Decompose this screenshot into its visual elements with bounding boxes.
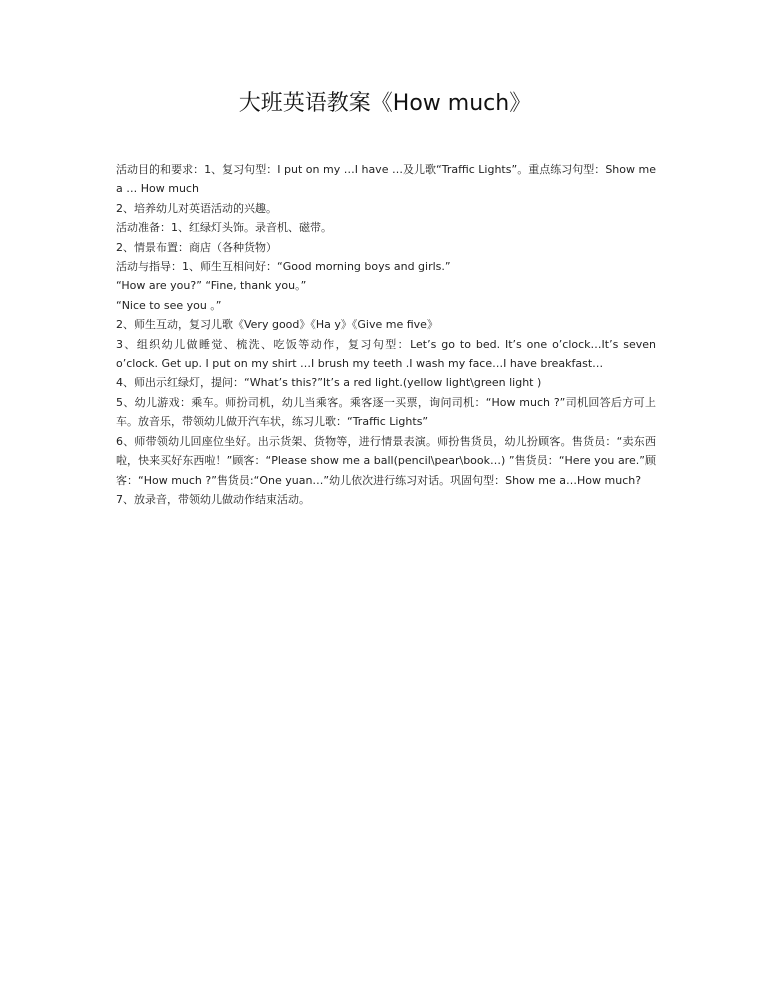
paragraph-activity-4: 4、师出示红绿灯，提问：“What’s this?”It’s a red light.(yellow light\green light ) (116, 376, 542, 390)
paragraph-activity-6: 6、师带领幼儿回座位坐好。出示货架、货物等，进行情景表演。师扮售货员，幼儿扮顾客。售货员：“卖东西啦，快来买好东西啦！”顾客：“Please show me a ball(pencil\pear\book…) ”售货员：“Here you are.”顾客：“How much ?”售货员:“One yuan…”幼儿依次进行练习对话。巩固句型：Show me a…How much? (116, 434, 656, 487)
paragraph-activity-5: 5、幼儿游戏：乘车。师扮司机，幼儿当乘客。乘客逐一买票，询问司机：“How much ?”司机回答后方可上车。放音乐，带领幼儿做开汽车状，练习儿歌：“Traffic Lights” (116, 395, 656, 429)
paragraph-preparation: 活动准备：1、红绿灯头饰。录音机、磁带。 (116, 221, 332, 235)
paragraph-dialogue-1: “How are you?” “Fine, thank you。” (116, 279, 307, 293)
paragraph-activity-7: 7、放录音，带领幼儿做动作结束活动。 (116, 492, 310, 506)
paragraph-activity-2: 2、师生互动，复习儿歌《Very good》《Ha y》《Give me five》 (116, 318, 438, 332)
document-body (116, 160, 656, 509)
paragraph-preparation-2: 2、情景布置：商店（各种货物） (116, 240, 277, 254)
paragraph-dialogue-2: “Nice to see you 。” (116, 298, 222, 312)
paragraph-goal-2: 2、培养幼儿对英语活动的兴趣。 (116, 201, 277, 215)
paragraph-goals: 活动目的和要求：1、复习句型：I put on my …I have …及儿歌“Traffic Lights”。重点练习句型：Show me a … How much (116, 163, 656, 196)
document-title: 大班英语教案《How much》 (238, 91, 532, 116)
paragraph-activity-1: 活动与指导：1、师生互相问好：“Good morning boys and girls.” (116, 260, 451, 274)
paragraph-activity-3: 3、组织幼儿做睡觉、梳洗、吃饭等动作，复习句型：Let’s go to bed. It’s one o’clock…It’s seven o’clock. Get up. I put on my shirt …I brush my teeth .I wash my face…I have breakfast… (116, 337, 656, 371)
